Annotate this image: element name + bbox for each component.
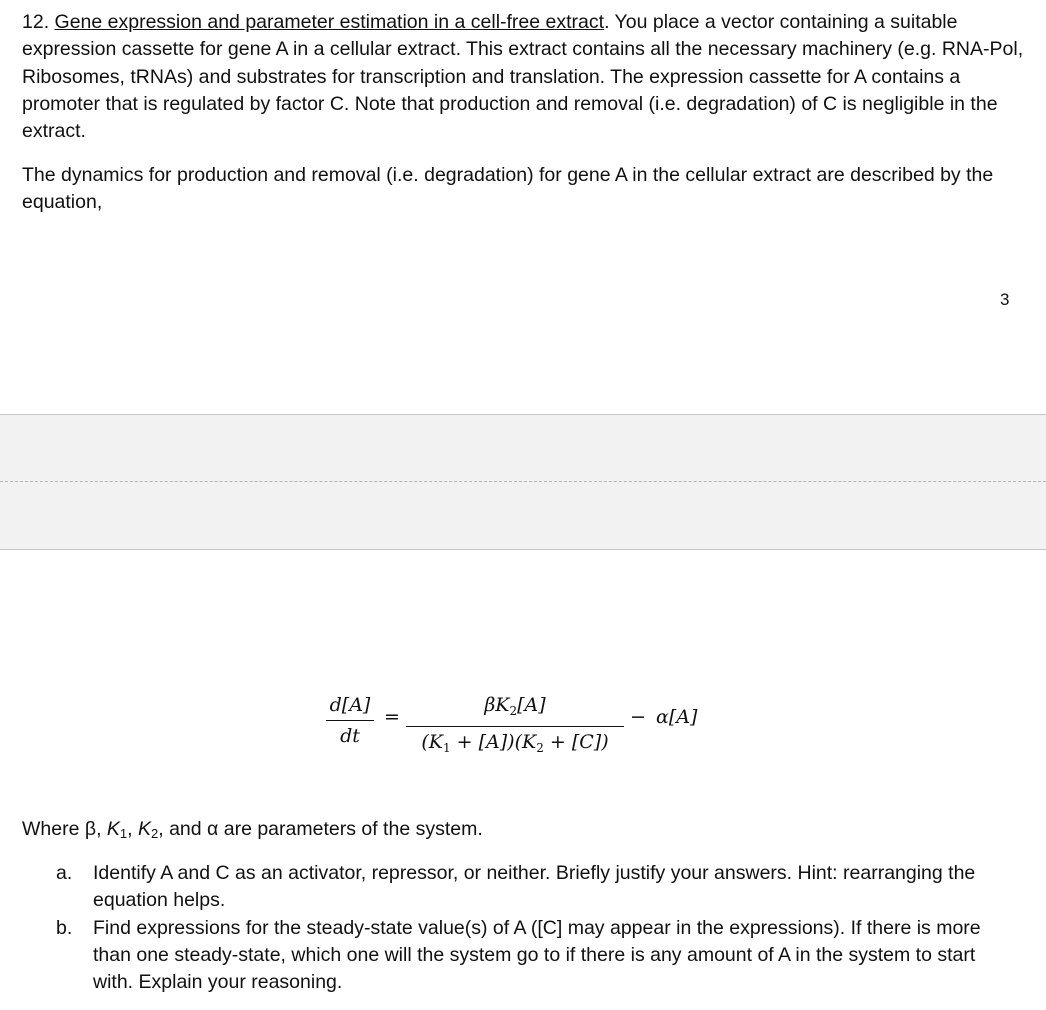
dynamics-text: The dynamics for production and removal (i.e. degradation) for gene A in the cellular extract are described by the equation, (22, 164, 994, 214)
parameter-k2: K (138, 818, 152, 840)
subquestion-marker: b. (56, 916, 73, 939)
subquestion-a (56, 860, 1016, 915)
parameter-k1: K (106, 818, 120, 840)
subquestion-text: Identify A and C as an activator, repressor, or neither. Briefly justify your answers. Hint: rearranging the equation helps. (93, 862, 976, 912)
lhs-fraction-bar (326, 720, 374, 721)
parameters-text (22, 816, 1027, 847)
equals-sign: = (384, 706, 400, 728)
rhs-fraction (406, 692, 624, 761)
parameters-separator: , (127, 818, 138, 840)
parameters-prefix: Where β, (22, 818, 107, 840)
parameters-suffix: , and α are parameters of the system. (158, 818, 483, 840)
rhs-denominator-part2: + [A])(K (450, 731, 537, 753)
lhs-denominator: dt (340, 725, 360, 747)
degradation-term: α[A] (656, 706, 698, 728)
minus-sign: − (630, 706, 646, 728)
page-break-divider (0, 481, 1046, 482)
rhs-fraction-bar (406, 726, 624, 727)
lhs-numerator: d[A] (329, 694, 371, 716)
subquestion-text: Find expressions for the steady-state value(s) of A ([C] may appear in the expressions). If there is more than one steady-state, which one will the system go to if there is any amount of A in the system to start with. Explain your reasoning. (93, 916, 981, 994)
subquestion-marker: a. (56, 862, 73, 884)
rhs-numerator-beta-k: βK (484, 694, 510, 716)
rhs-denominator-sub1: 1 (442, 741, 451, 755)
rhs-denominator-sub2: 2 (536, 741, 544, 755)
subquestion-list (56, 860, 1016, 996)
page-break (0, 414, 1046, 550)
rhs-numerator-subscript: 2 (509, 704, 518, 718)
question-number: 12. (22, 11, 50, 33)
question-intro-text: . You place a vector containing a suitable expression cassette for gene A in a cellular extract. This extract contains all the necessary machinery (e.g. RNA-Pol, Ribosomes, tRNAs) and substrates for transcription and translation. The expression cassette for A contains a promoter that is regulated by factor C. Note that production and removal (i.e. degradation) of C is negligible in the extract. (22, 11, 1024, 143)
rhs-denominator (406, 729, 624, 761)
rhs-denominator-part1: (K (421, 731, 443, 753)
question-title: Gene expression and parameter estimation in a cell-free extract (54, 11, 605, 33)
rhs-numerator (406, 692, 624, 724)
page-number: 3 (1000, 290, 1010, 309)
question-intro (22, 9, 1027, 145)
parameter-k2-subscript: 2 (151, 826, 159, 841)
subquestion-b (56, 915, 1016, 997)
rhs-denominator-part3: + [C]) (543, 731, 609, 753)
rhs-numerator-a: [A] (517, 694, 546, 716)
lhs-fraction (326, 692, 374, 749)
parameter-k1-subscript: 1 (119, 826, 128, 841)
